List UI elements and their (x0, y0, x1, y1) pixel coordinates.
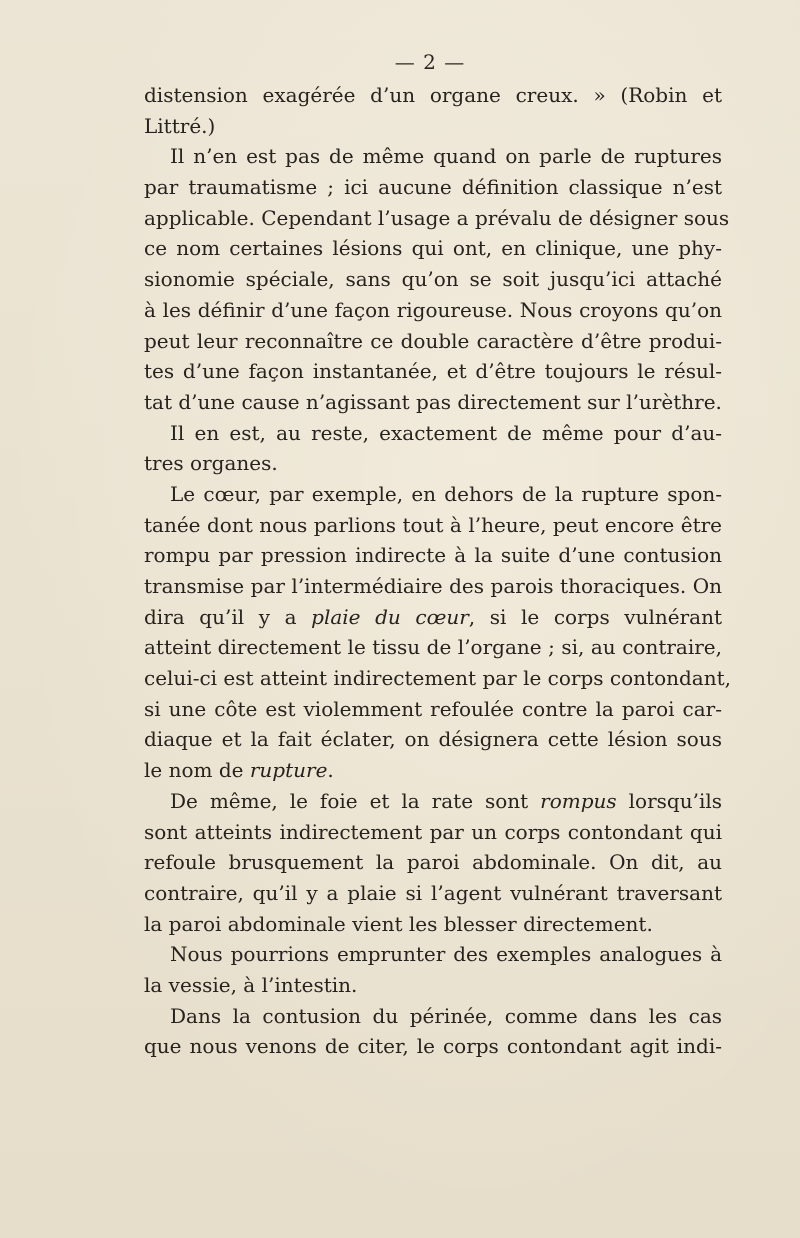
text-line: que nous venons de citer, le corps contondant agit indi- (144, 1034, 722, 1059)
body-text (144, 80, 731, 1062)
page-number: — 2 — (394, 50, 466, 74)
text-line: ce nom certaines lésions qui ont, en clinique, une phy- (144, 236, 722, 261)
text-line: tres organes. (144, 451, 278, 476)
text-line: rompu par pression indirecte à la suite d’une contusion (144, 543, 722, 568)
text-line: sont atteints indirectement par un corps contondant qui (144, 819, 722, 844)
text-line: atteint directement le tissu de l’organe ; si, au contraire, (144, 635, 722, 660)
text-line (144, 755, 722, 786)
text-line: refoule brusquement la paroi abdominale. On dit, au (144, 850, 722, 875)
text-line: diaque et la fait éclater, on désignera cette lésion sous (144, 727, 722, 752)
text-span: . (327, 758, 334, 783)
text-line: tes d’une façon instantanée, et d’être toujours le résul- (144, 359, 722, 384)
text-line: par traumatisme ; ici aucune définition classique n’est (144, 175, 722, 200)
italic-term: rompus (540, 788, 617, 813)
text-line: contraire, qu’il y a plaie si l’agent vulnérant traversant (144, 880, 722, 905)
text-line (144, 786, 722, 817)
text-line (144, 602, 722, 633)
text-line: Il n’en est pas de même quand on parle de ruptures (170, 144, 722, 169)
text-line: Dans la contusion du périnée, comme dans les cas (170, 1003, 722, 1028)
text-line: tanée dont nous parlions tout à l’heure, peut encore être (144, 512, 722, 537)
text-line: celui-ci est atteint indirectement par le corps contondant, (144, 666, 731, 691)
text-line: Il en est, au reste, exactement de même pour d’au- (170, 420, 722, 445)
text-line: Nous pourrions emprunter des exemples analogues à (170, 942, 722, 967)
text-span: le nom de (144, 758, 250, 783)
text-line: applicable. Cependant l’usage a prévalu de désigner sous (144, 205, 730, 230)
text-line: transmise par l’intermédiaire des parois thoraciques. On (144, 574, 722, 598)
text-line: sionomie spéciale, sans qu’on se soit jusqu’ici attaché (144, 267, 722, 292)
italic-term: plaie du cœur (311, 604, 469, 629)
text-line: à les définir d’une façon rigoureuse. Nous croyons qu’on (144, 297, 722, 322)
text-line: tat d’une cause n’agissant pas directement sur l’urèthre. (144, 389, 722, 414)
text-line: distension exagérée d’un organe creux. » (Robin et (144, 83, 722, 107)
text-line: Le cœur, par exemple, en dehors de la rupture spon- (170, 481, 722, 506)
text-line: peut leur reconnaître ce double caractère d’être produi- (144, 328, 722, 353)
text-line: Littré.) (144, 113, 216, 138)
text-span: dira qu’il y a (144, 604, 312, 629)
text-span: , si le corps vulnérant (468, 604, 723, 629)
italic-term: rupture (249, 758, 328, 783)
text-span: lorsqu’ils (616, 788, 723, 813)
text-span: De même, le foie et la rate sont (170, 788, 541, 813)
text-line: la paroi abdominale vient les blesser directement. (144, 911, 653, 936)
text-line: la vessie, à l’intestin. (144, 972, 358, 997)
text-line: si une côte est violemment refoulée contre la paroi car- (144, 696, 722, 721)
